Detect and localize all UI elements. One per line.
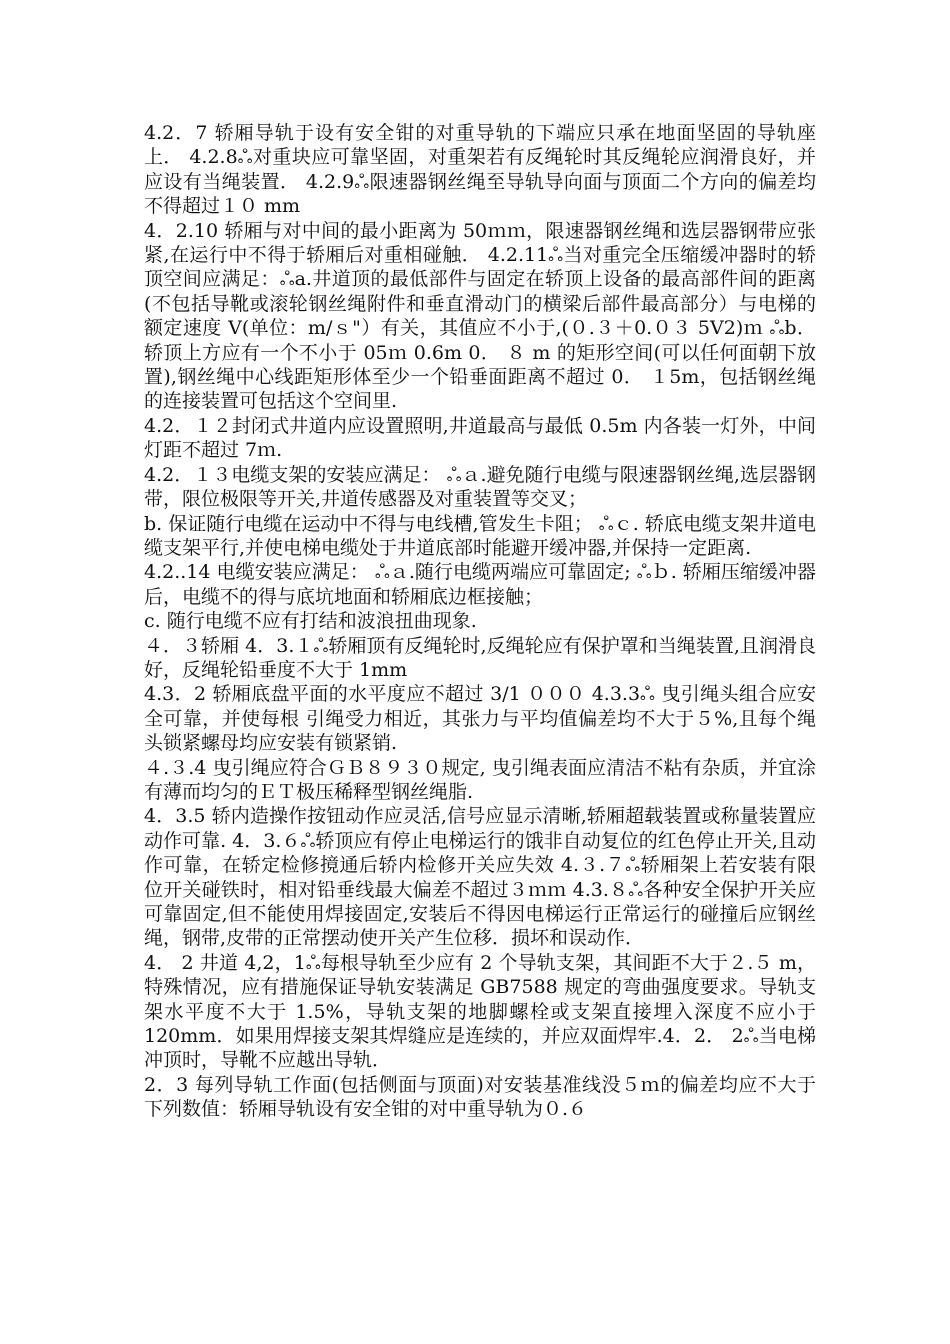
paragraph-9: 4.3．2 轿厢底盘平面的水平度应不超过 3/1 ０００ 4.3.3ஃ 曳引绳头组合应安全可靠，并使每根 引绳受力相近，其张力与平均值偏差均不大于５%,且每个绳头锁紧螺母均应安装有锁紧销.: [144, 683, 816, 755]
paragraph-12: 4． 2 井道 4,2，1ஃ每根导轨至少应有 2 个导轨支架，其间距不大于２.５ m，特殊情况，应有措施保证导轨安装满足 GB7588 规定的弯曲强度要求。导轨支架水平度不大于 1.5%，导轨支架的地脚螺栓或支架直接埋入深度不应小于 120mm．如果用焊接支架其焊缝应是连续的，并应双面焊牢.4．2． 2ஃ当电梯冲顶时，导靴不应越出导轨．: [144, 951, 816, 1072]
paragraph-8: ４．３轿厢 4．3.１ஃ轿厢顶有反绳轮时,反绳轮应有保护罩和当绳装置,且润滑良好，反绳轮铅垂度不大于 1mm: [144, 634, 816, 681]
paragraph-10: ４.３.4 曳引绳应符合ＧＢ８９３０规定, 曳引绳表面应清洁不粘有杂质，并宜涂有薄而均匀的ＥＴ极压稀释型钢丝绳脂.: [144, 756, 816, 803]
paragraph-2: 4．2.10 轿厢与对中间的最小距离为 50ｍｍ，限速器钢丝绳和选层器钢带应张紧,在运行中不得于轿厢后对重相碰触． 4.2.11ஃ当对重完全压缩缓冲器时的轿顶空间应满足：ஃa.井道顶的最低部件与固定在轿顶上设备的最高部件间的距离(不包括导靴或滚轮钢丝绳附件和垂直滑动门的横梁后部件最高部分）与电梯的额定速度 V(单位：m/ｓ"）有关，其值应不小于,(０.３＋0.０３ 5V2)ｍ ஃb． 轿顶上方应有一个不小于 05ｍ 0.6m 0． ８ m 的矩形空间(可以任何面朝下放置),钢丝绳中心线距矩形体至少一个铅垂面距离不超过 0． １5m，包括钢丝绳的连接装置可包括这个空间里.: [144, 219, 816, 413]
paragraph-5: b. 保证随行电缆在运动中不得与电线槽,管发生卡阻； ஃｃ. 轿底电缆支架井道电缆支架平行,并使电梯电缆处于井道底部时能避开缓冲器,并保持一定距离.: [144, 512, 816, 559]
document-body: [144, 121, 816, 1122]
paragraph-1: 4.2．7 轿厢导轨于设有安全钳的对重导轨的下端应只承在地面坚固的导轨座上． 4.2.8ஃ对重块应可靠坚固，对重架若有反绳轮时其反绳轮应润滑良好，并应设有当绳装置． 4.2.9ஃ限速器钢丝绳至导轨导向面与顶面二个方向的偏差均不得超过１０ mm: [144, 122, 816, 218]
paragraph-4: 4.2．１３电缆支架的安装应满足： ஃａ.避免随行电缆与限速器钢丝绳,选层器钢带，限位极限等开关,井道传感器及对重装置等交叉；: [144, 463, 816, 511]
paragraph-11: 4．3.5 轿内造操作按钮动作应灵活,信号应显示清晰,轿厢超载装置或称量装置应动作可靠. 4．3.６ஃ轿顶应有停止电梯运行的饿非自动复位的红色停止开关,且动作可靠，在轿定检修摬通后轿内检修开关应失效 4.３.７ஃ轿厢架上若安装有限位开关碰铁时，相对铅垂线最大偏差不超过３ｍｍ 4.3.８ஃ各种安全保护开关应可靠固定,但不能使用焊接固定,安装后不得因电梯运行正常运行的碰撞后应钢丝绳，钢带,皮带的正常摆动使开关产生位移．损坏和误动作．: [144, 805, 816, 950]
paragraph-6: 4.2..14 电缆安装应满足： ஃａ.随行电缆两端应可靠固定; ஃｂ. 轿厢压缩缓冲器后，电缆不的得与底坑地面和轿厢底边框接触；: [144, 561, 816, 608]
paragraph-3: 4.2．１２封闭式井道内应设置照明,井道最高与最低 0.5m 内各装一灯外，中间灯距不超过 7ｍ.: [144, 414, 816, 462]
paragraph-13: 2．3 每列导轨工作面(包括侧面与顶面)对安装基准线没５ｍ的偏差均应不大于下列数值：轿厢导轨设有安全钳的对中重导轨为０.６: [144, 1073, 816, 1121]
paragraph-7: c. 随行电缆不应有打结和波浪扭曲现象.: [144, 610, 477, 633]
